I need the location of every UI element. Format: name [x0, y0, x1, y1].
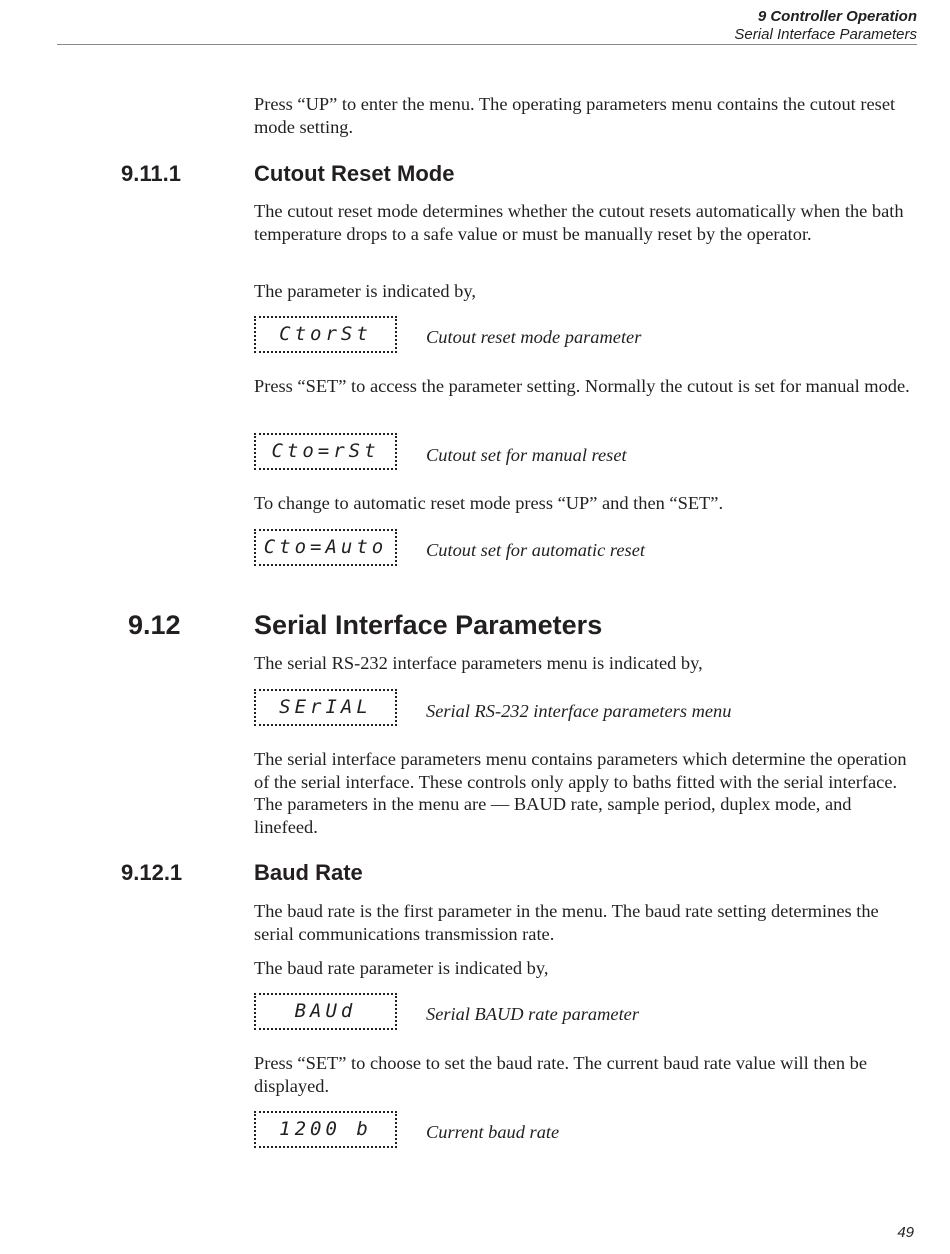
section-number-9-12: 9.12 [128, 610, 181, 640]
lcd-display-text: 1200 b [279, 1118, 372, 1140]
section-title-baud-rate: Baud Rate [254, 860, 363, 885]
display-caption: Serial RS-232 interface parameters menu [426, 701, 732, 721]
lcd-display-box [254, 1111, 397, 1148]
paragraph: Press “SET” to choose to set the baud rate. The current baud rate value will then be displayed. [254, 1053, 867, 1096]
intro-paragraph: Press “UP” to enter the menu. The operating parameters menu contains the cutout reset mode setting. [254, 94, 896, 137]
paragraph: Press “SET” to access the parameter setting. Normally the cutout is set for manual mode. [254, 376, 910, 396]
page-number: 49 [897, 1224, 914, 1241]
paragraph: The baud rate is the first parameter in the menu. The baud rate setting determines the serial communications transmission rate. [254, 901, 879, 944]
header-rule [57, 44, 917, 45]
running-header-chapter: 9 Controller Operation [757, 8, 917, 25]
lcd-display-text: Cto=Auto [263, 536, 388, 558]
section-number-9-11-1: 9.11.1 [121, 161, 181, 186]
paragraph: The serial interface parameters menu contains parameters which determine the operation of the serial interface. These controls only apply to baths fitted with the serial interface. The parameters in the menu are — BAUD rate, sample period, duplex mode, and linefeed. [254, 749, 907, 837]
section-number-9-12-1: 9.12.1 [121, 860, 183, 885]
section-title-serial-interface-parameters: Serial Interface Parameters [254, 610, 603, 640]
lcd-display-text: SErIAL [279, 696, 372, 718]
lcd-display-box [254, 993, 397, 1030]
paragraph: The cutout reset mode determines whether the cutout resets automatically when the bath temperature drops to a safe value or must be manually reset by the operator. [254, 201, 904, 244]
paragraph: The serial RS-232 interface parameters menu is indicated by, [254, 653, 703, 673]
lcd-display-box [254, 433, 397, 470]
lcd-display-box [254, 529, 397, 566]
display-caption: Cutout set for automatic reset [426, 540, 645, 560]
paragraph: To change to automatic reset mode press “UP” and then “SET”. [254, 493, 724, 513]
lcd-display-text: Cto=rSt [271, 440, 380, 462]
lcd-display-text: BAUd [294, 1000, 357, 1022]
paragraph: The parameter is indicated by, [254, 281, 476, 301]
paragraph: The baud rate parameter is indicated by, [254, 958, 549, 978]
display-caption: Serial BAUD rate parameter [426, 1004, 639, 1024]
display-caption: Current baud rate [426, 1122, 560, 1142]
lcd-display-box [254, 316, 397, 353]
display-caption: Cutout set for manual reset [426, 445, 627, 465]
section-title-cutout-reset-mode: Cutout Reset Mode [254, 161, 455, 186]
running-header-section: Serial Interface Parameters [734, 26, 917, 43]
display-caption: Cutout reset mode parameter [426, 327, 642, 347]
lcd-display-box [254, 689, 397, 726]
lcd-display-text: CtorSt [279, 323, 372, 345]
